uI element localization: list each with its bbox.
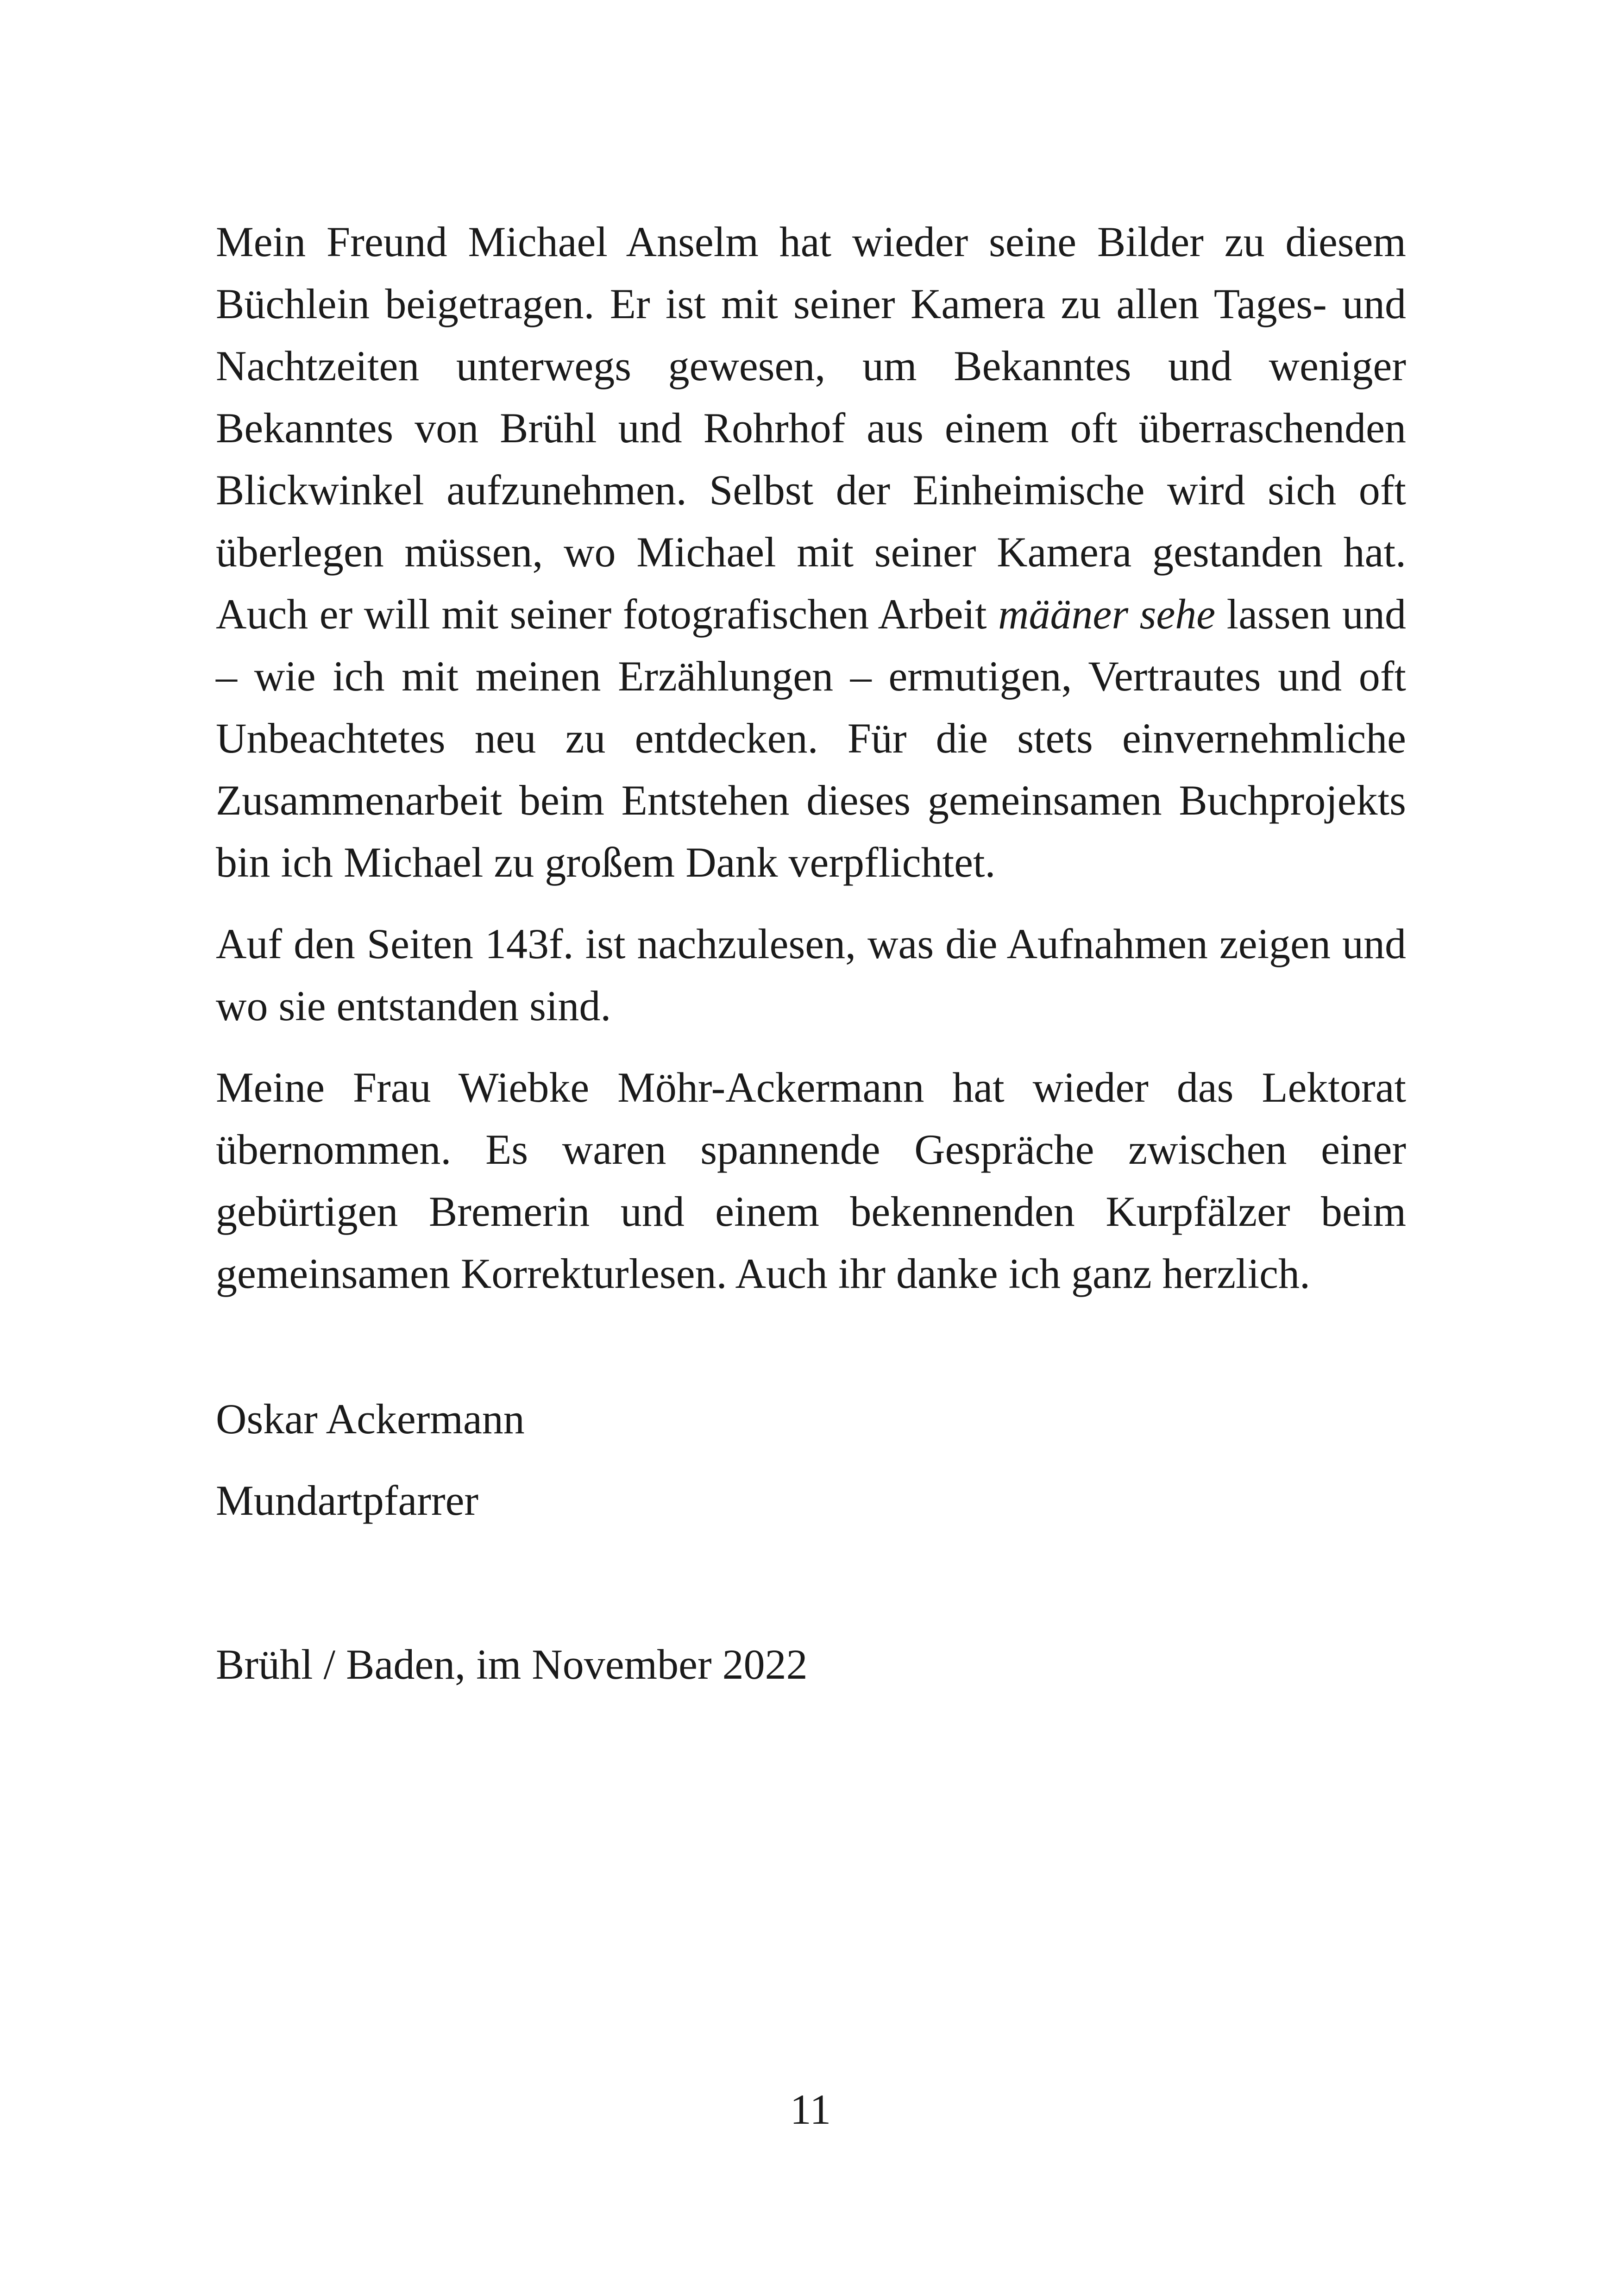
paragraph-editing-thanks: Meine Frau Wiebke Möhr-Ackermann hat wieder das Lektorat übernommen. Es waren spannende Gespräche zwischen einer gebürtigen Bremerin und einem bekennenden Kurpfälzer beim gemeinsamen Korrekturlesen. Auch ihr danke ich ganz herzlich. [216, 1064, 1406, 1297]
page-number: 11 [790, 2086, 831, 2133]
dialect-phrase-italic: määner sehe [998, 590, 1216, 638]
paragraph-photographs-text-end: lassen und – wie ich mit meinen Erzählungen – ermutigen, Vertrautes und oft Unbeachtetes neu zu entdecken. Für die stets einvernehmliche Zusammenarbeit beim Entstehen dieses gemeinsamen Buchprojekts bin ich Michael zu großem Dank verpflichtet. [216, 590, 1406, 886]
paragraph-photographs-text-start: Mein Freund Michael Anselm hat wieder seine Bilder zu diesem Büchlein beigetragen. Er ist mit seiner Kamera zu allen Tages- und Nachtzeiten unterwegs gewesen, um Bekanntes und weniger Bekanntes von Brühl und Rohrhof aus einem oft überraschenden Blickwinkel aufzunehmen. Selbst der Einheimische wird sich oft überlegen müssen, wo Michael mit seiner Kamera gestanden hat. Auch er will mit seiner fotografischen Arbeit [216, 218, 1406, 638]
body-text [216, 211, 1406, 1695]
author-name: Oskar Ackermann [216, 1395, 525, 1443]
place-and-date: Brühl / Baden, im November 2022 [216, 1641, 808, 1688]
paragraph-photographs [216, 211, 1406, 893]
signature-block [216, 1388, 1406, 1531]
paragraph-page-reference: Auf den Seiten 143f. ist nachzulesen, was die Aufnahmen zeigen und wo sie entstanden sind. [216, 920, 1406, 1029]
author-title: Mundartpfarrer [216, 1477, 479, 1524]
